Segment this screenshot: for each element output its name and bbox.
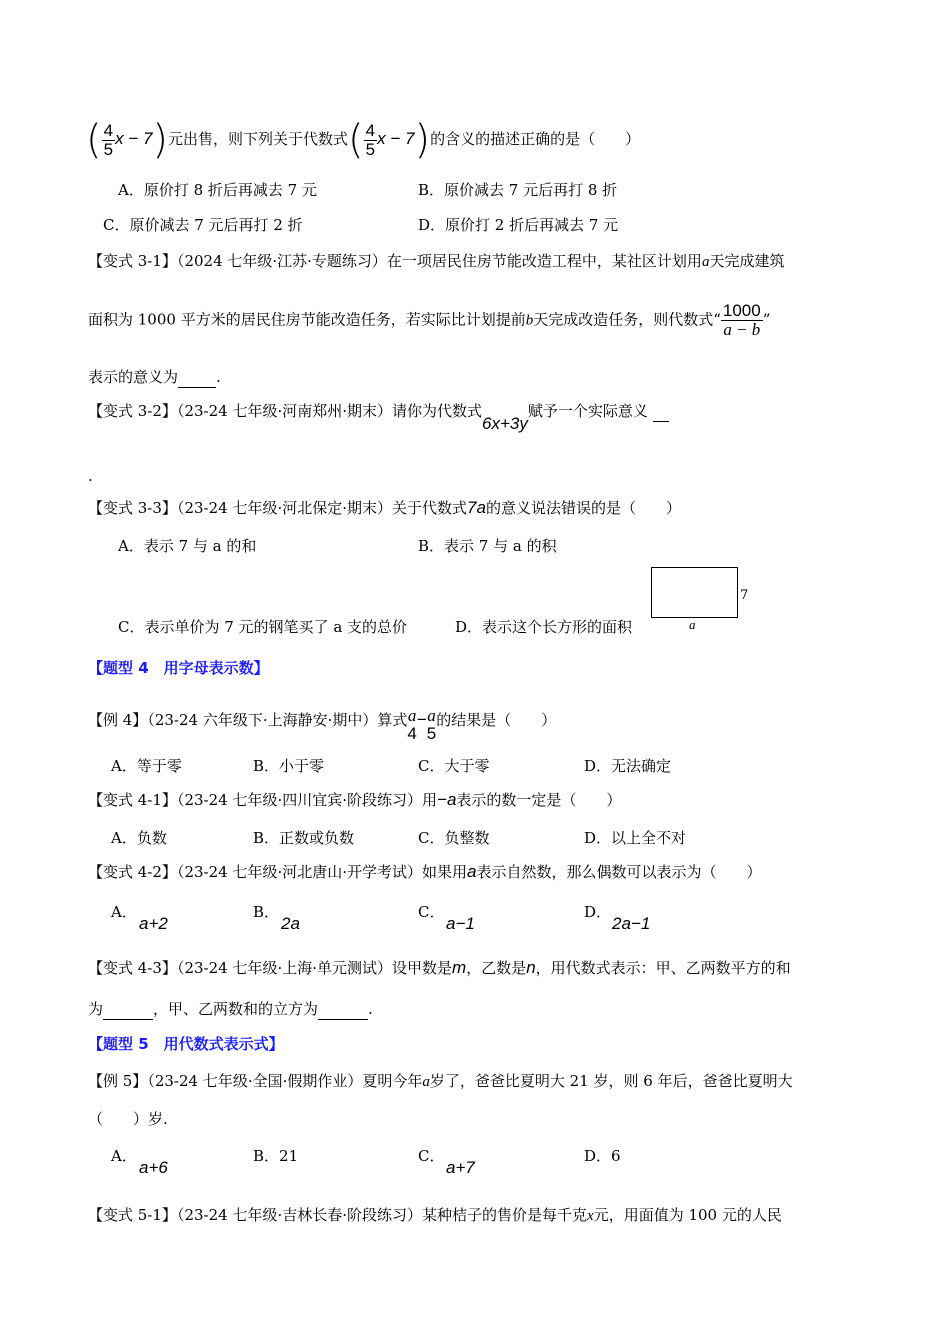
answer-blank[interactable] <box>318 999 368 1020</box>
text: 如果用 <box>422 863 468 881</box>
answer-blank[interactable] <box>178 367 216 388</box>
rect-bottom-label: a <box>689 617 696 632</box>
text: 请你为代数式 <box>392 402 483 420</box>
expression: x − 7 <box>377 129 415 148</box>
option-c: C．表示单价为 7 元的钢笔买了 a 支的总价 <box>118 618 408 636</box>
text: 设甲数是 <box>392 959 453 977</box>
source: （23-24 七年级·上海·单元测试） <box>176 959 392 977</box>
option-d: D．表示这个长方形的面积 <box>455 618 633 636</box>
denominator: 5 <box>426 724 437 743</box>
expression: x − 7 <box>115 129 153 148</box>
option-a: A．负数 <box>111 829 167 847</box>
variable: a <box>701 254 710 270</box>
source: （23-24 六年级下·上海静安·期中） <box>147 711 378 729</box>
variable: a <box>422 1074 430 1090</box>
option-d: D．原价打 2 折后再减去 7 元 <box>418 216 619 234</box>
fraction <box>721 302 763 339</box>
variable: x <box>587 1208 594 1224</box>
text: 元，用面值为 100 元的人民 <box>593 1206 782 1224</box>
numerator: a <box>407 706 417 725</box>
tag: 【变式 3-2】 <box>88 402 177 420</box>
text: 表示的意义为 <box>88 368 179 386</box>
text: 夏明今年 <box>362 1072 423 1090</box>
tag: 【变式 4-2】 <box>88 863 177 881</box>
numerator: 1000 <box>722 301 761 320</box>
text: 用 <box>422 791 438 809</box>
variable: n <box>526 958 536 977</box>
option-d: D．无法确定 <box>584 757 672 775</box>
stem-text: 的含义的描述正确的是（ ） <box>430 130 641 148</box>
tag: 【变式 4-1】 <box>88 791 177 809</box>
text: ，乙数是 <box>466 959 527 977</box>
option-a: A．原价打 8 折后再减去 7 元 <box>118 181 317 199</box>
option-c-label: C． <box>418 903 445 921</box>
v32-line1 <box>88 401 669 433</box>
source: （23-24 七年级·吉林长春·阶段练习） <box>176 1206 422 1224</box>
tag: 【例 4】 <box>88 711 148 729</box>
text: 面积为 1000 平方米的居民住房节能改造任务，若实际比计划提前 <box>88 310 526 329</box>
paren: ( <box>348 117 364 163</box>
paren: ( <box>86 117 102 163</box>
source: （23-24 七年级·河北唐山·开学考试） <box>176 863 422 881</box>
tag: 【变式 5-1】 <box>88 1206 177 1224</box>
source: （23-24 七年级·河南郑州·期末） <box>176 402 392 420</box>
text: 某种桔子的售价是每千克 <box>422 1206 588 1224</box>
expression: 7a <box>467 498 486 517</box>
tag: 【例 5】 <box>88 1072 148 1090</box>
text: ” <box>762 310 771 329</box>
text: . <box>368 1000 373 1018</box>
tag: 【变式 4-3】 <box>88 959 177 977</box>
option-b: B．表示 7 与 a 的积 <box>418 537 557 555</box>
denominator: 5 <box>365 139 376 159</box>
expression: −a <box>437 790 457 809</box>
period: . <box>88 467 93 485</box>
numerator: 4 <box>365 120 376 140</box>
text: 岁了，爸爸比夏明大 21 岁，则 6 年后，爸爸比夏明大 <box>429 1072 793 1090</box>
option-a: a+6 <box>139 1158 168 1177</box>
option-c: a+7 <box>446 1158 475 1177</box>
v42-line1 <box>88 862 762 882</box>
option-a-label: A． <box>111 1147 137 1165</box>
variable: m <box>452 958 467 977</box>
section-heading-5: 【题型 5 用代数式表示式】 <box>88 1035 284 1053</box>
option-a-label: A． <box>111 903 137 921</box>
text: 表示自然数，那么偶数可以表示为（ ） <box>476 863 762 881</box>
option-a: A．表示 7 与 a 的和 <box>118 537 257 555</box>
text: 的意义说法错误的是（ ） <box>485 499 681 517</box>
text: 在一项居民住房节能改造工程中，某社区计划用 <box>386 252 702 270</box>
rectangle-figure <box>651 567 738 618</box>
text: 关于代数式 <box>392 499 468 517</box>
denominator: 5 <box>103 139 114 159</box>
expression: a <box>467 862 477 881</box>
text: 算式 <box>377 711 408 729</box>
option-c: C．大于零 <box>418 757 490 775</box>
option-d: D．以上全不对 <box>584 829 687 847</box>
ex4-line1 <box>88 703 557 743</box>
v31-line3 <box>88 367 221 388</box>
text: 天完成改造任务，则代数式“ <box>533 310 721 329</box>
text: 天完成建筑 <box>709 252 785 270</box>
text: ，用代数式表示：甲、乙两数平方的和 <box>535 959 791 977</box>
expression: 6x+3y <box>482 414 528 433</box>
text: 赋予一个实际意义 <box>527 402 648 420</box>
option-b: B．原价减去 7 元后再打 8 折 <box>418 181 618 199</box>
option-b: B．21 <box>253 1147 299 1165</box>
text: 为 <box>88 1000 104 1018</box>
v31-line2 <box>88 302 770 339</box>
answer-blank[interactable] <box>653 401 669 422</box>
numerator: a <box>427 706 436 725</box>
source: （23-24 七年级·全国·假期作业） <box>147 1072 363 1090</box>
v41-line1 <box>88 790 621 810</box>
section-heading-4: 【题型 4 用字母表示数】 <box>88 659 269 677</box>
rect-side-label: 7 <box>740 588 749 603</box>
option-a: a+2 <box>139 914 168 933</box>
denominator: 4 <box>407 724 417 743</box>
minus: − <box>416 710 427 729</box>
option-b: B．正数或负数 <box>253 829 355 847</box>
option-d: D．6 <box>584 1147 621 1165</box>
tag: 【变式 3-3】 <box>88 499 177 517</box>
text: ，甲、乙两数和的立方为 <box>153 1000 319 1018</box>
option-c: a−1 <box>446 914 475 933</box>
ex5-line1 <box>88 1071 793 1092</box>
q3-stem <box>86 117 641 163</box>
source: （23-24 七年级·河北保定·期末） <box>176 499 392 517</box>
fraction <box>407 707 416 743</box>
variable: b <box>525 312 534 329</box>
option-b: B．小于零 <box>253 757 325 775</box>
v43-line2 <box>88 999 373 1020</box>
option-d: 2a−1 <box>612 914 651 933</box>
tag: 【变式 3-1】 <box>88 252 177 270</box>
fraction <box>102 122 115 159</box>
text: 的结果是（ ） <box>436 711 557 729</box>
option-c: C．原价减去 7 元后再打 2 折 <box>103 216 303 234</box>
option-a: A．等于零 <box>111 757 182 775</box>
numerator: 4 <box>103 120 114 140</box>
text: 表示的数一定是（ ） <box>456 791 622 809</box>
fraction <box>364 122 377 159</box>
v51-line1 <box>88 1205 782 1226</box>
v31-line1 <box>88 251 784 272</box>
source: （23-24 七年级·四川宜宾·阶段练习） <box>176 791 422 809</box>
option-d-label: D． <box>584 903 612 921</box>
paren: ) <box>414 117 431 163</box>
option-b: 2a <box>281 914 300 933</box>
option-b-label: B． <box>253 903 280 921</box>
v43-line1 <box>88 958 791 978</box>
stem-text: 元出售，则下列关于代数式 <box>168 130 349 148</box>
fraction <box>427 707 436 743</box>
option-c-label: C． <box>418 1147 445 1165</box>
answer-blank[interactable] <box>103 999 153 1020</box>
option-c: C．负整数 <box>418 829 490 847</box>
ex5-line2: （ ）岁. <box>88 1110 168 1128</box>
text: . <box>216 368 221 386</box>
paren: ) <box>152 117 169 163</box>
denominator: a − b <box>723 320 761 339</box>
source: （2024 七年级·江苏·专题练习） <box>176 252 387 270</box>
v33-line1 <box>88 498 681 518</box>
